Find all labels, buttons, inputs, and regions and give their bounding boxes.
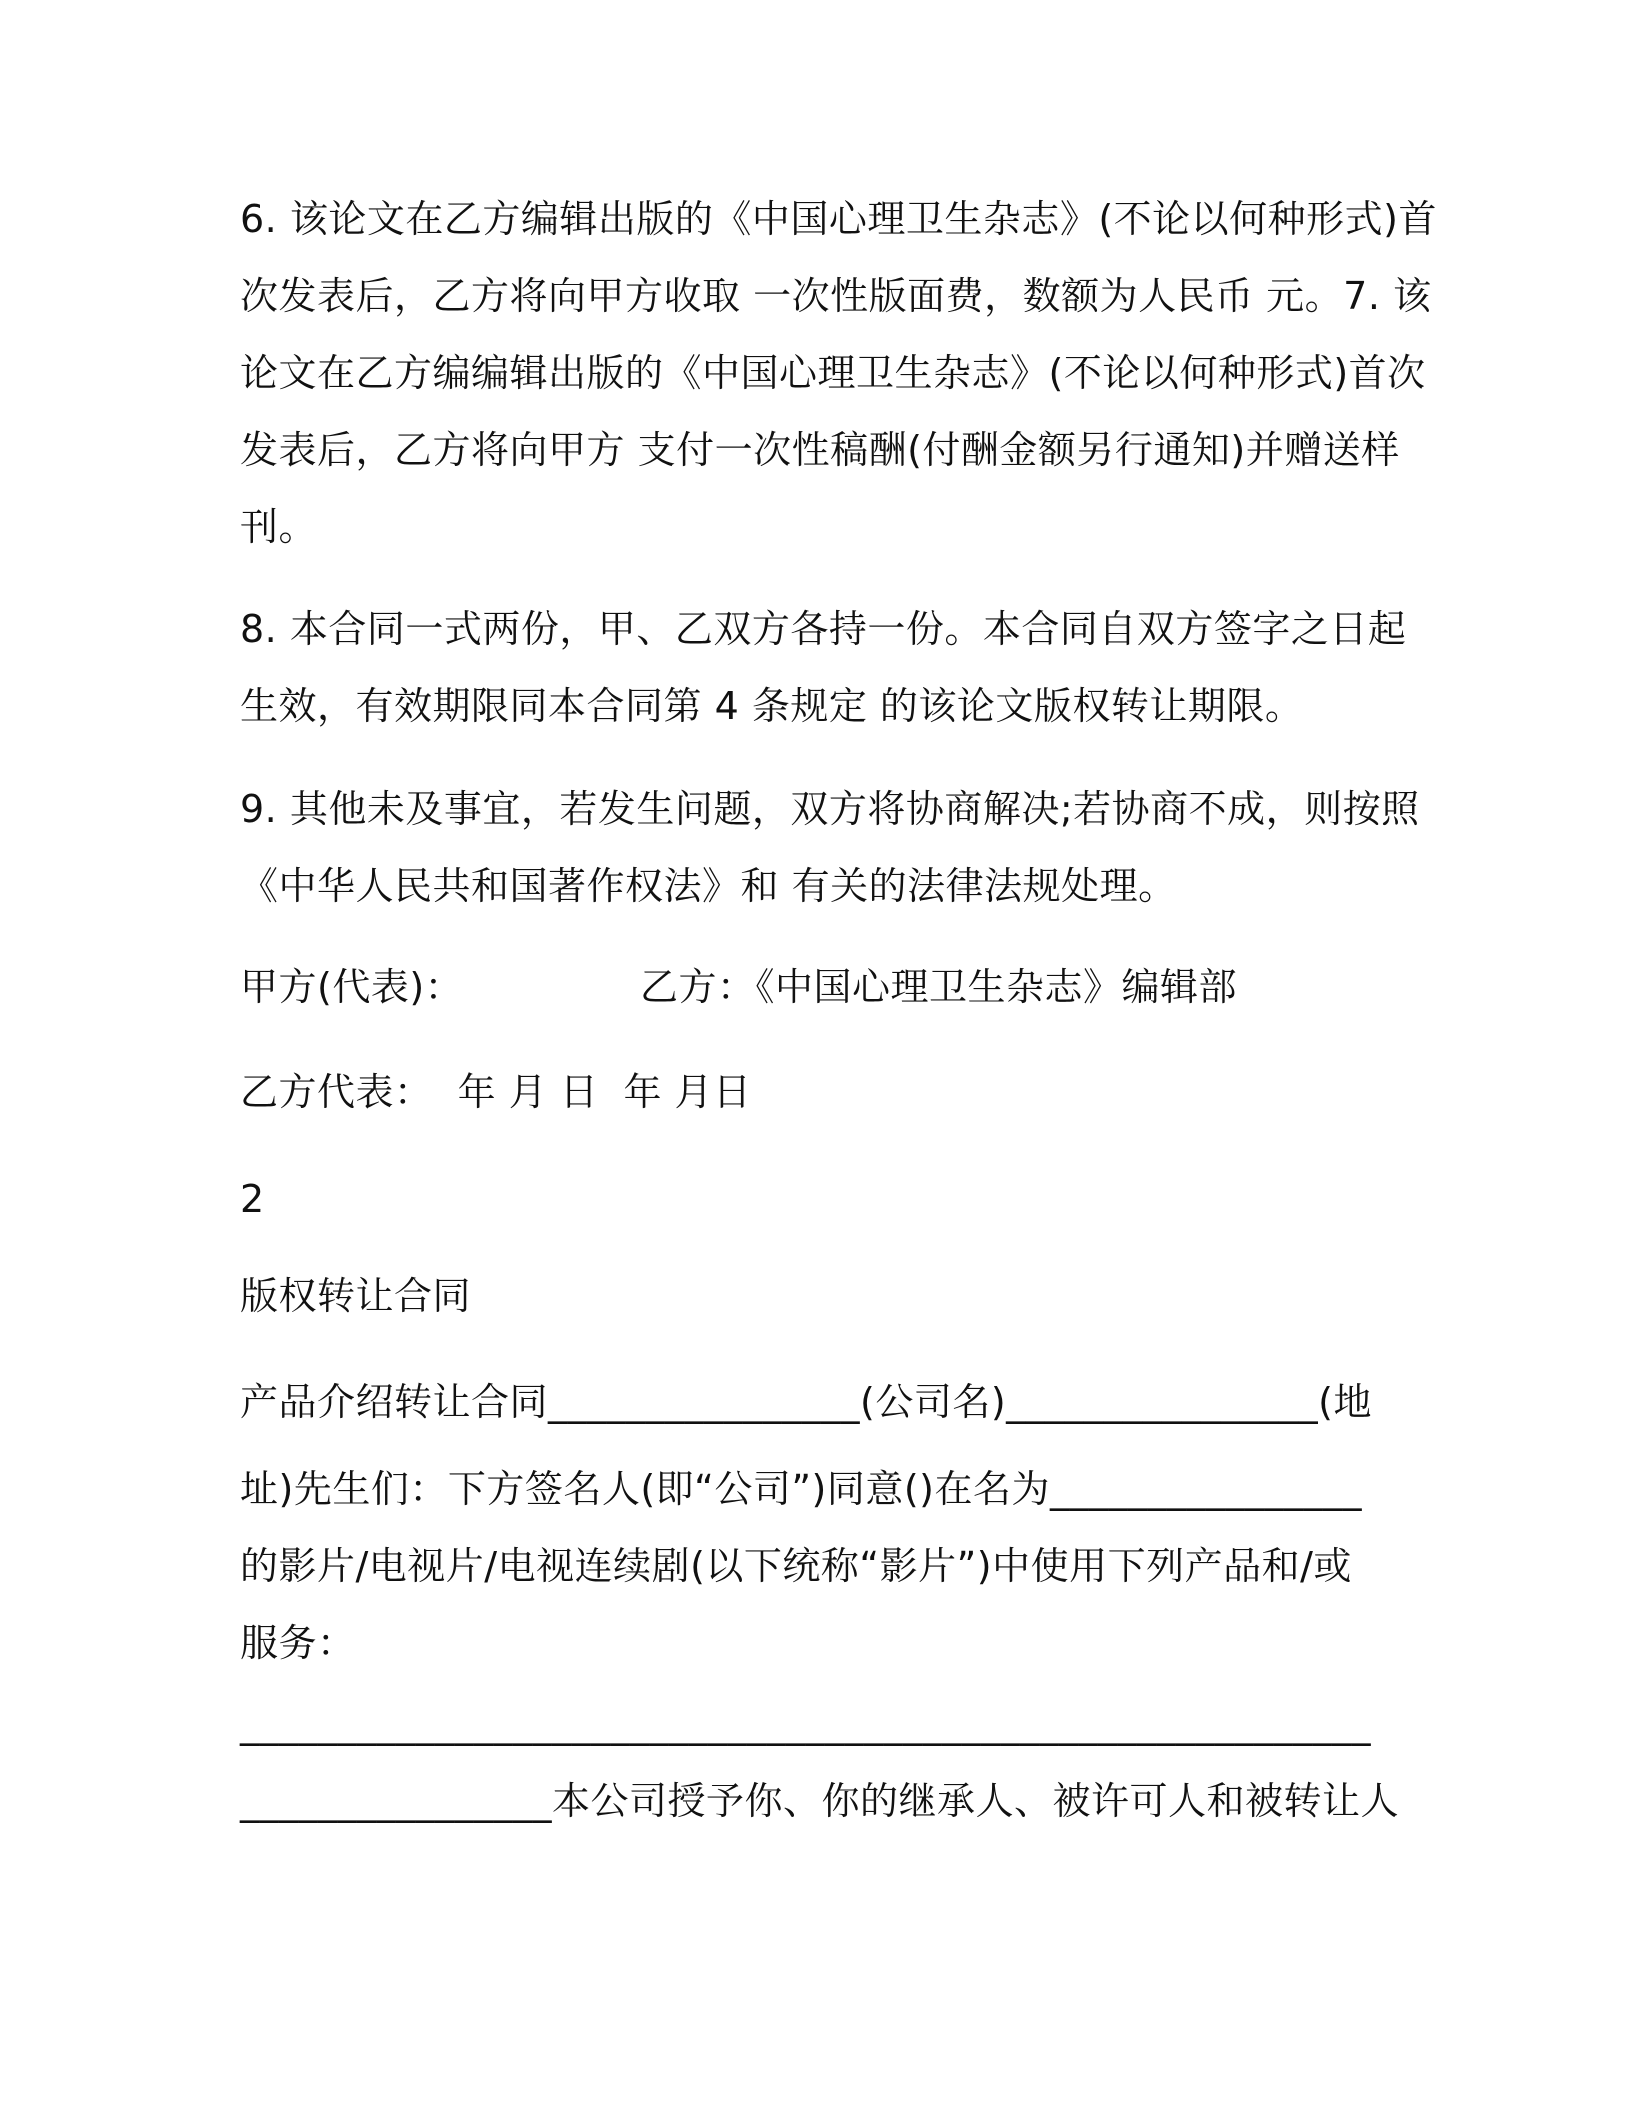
paragraph-line: 6. 该论文在乙方编辑出版的《中国心理卫生杂志》(不论以何种形式)首 (240, 197, 1437, 241)
paragraph-line: 9. 其他未及事宜，若发生问题，双方将协商解决;若协商不成，则按照 (240, 787, 1420, 831)
paragraph-line: 产品介绍转让合同________________(公司名)________________(地 (240, 1380, 1372, 1424)
paragraph-line: 发表后，乙方将向甲方 支付一次性稿酬(付酬金额另行通知)并赠送样 (240, 428, 1400, 472)
paragraph-line: 的影片/电视片/电视连续剧(以下统称“影片”)中使用下列产品和/或 (240, 1544, 1352, 1588)
page-number: 2 (240, 1177, 265, 1221)
paragraph-line: 服务： (240, 1621, 356, 1665)
party-b-representative: 乙方代表： 年 月 日 年 月日 (240, 1070, 752, 1114)
paragraph-line: 生效，有效期限同本合同第 4 条规定 的该论文版权转让期限。 (240, 684, 1304, 728)
party-b-label: 乙方：《中国心理卫生杂志》编辑部 (640, 965, 1238, 1009)
section-title: 版权转让合同 (240, 1274, 472, 1318)
paragraph-line: 论文在乙方编编辑出版的《中国心理卫生杂志》(不论以何种形式)首次 (240, 351, 1426, 395)
party-a-label: 甲方(代表)： (240, 965, 464, 1009)
paragraph-line: 次发表后，乙方将向甲方收取 一次性版面费，数额为人民币 元。7. 该 (240, 274, 1432, 318)
paragraph-line: 址)先生们：下方签名人(即“公司”)同意()在名为________________ (240, 1467, 1363, 1511)
paragraph-line: 《中华人民共和国著作权法》和 有关的法律法规处理。 (240, 864, 1177, 908)
paragraph-line: 刊。 (240, 505, 318, 549)
paragraph-line: ________________本公司授予你、你的继承人、被许可人和被转让人 (240, 1779, 1400, 1823)
blank-fill-line: __________________________________________________________ (240, 1702, 1371, 1746)
paragraph-line: 8. 本合同一式两份，甲、乙双方各持一份。本合同自双方签字之日起 (240, 607, 1407, 651)
